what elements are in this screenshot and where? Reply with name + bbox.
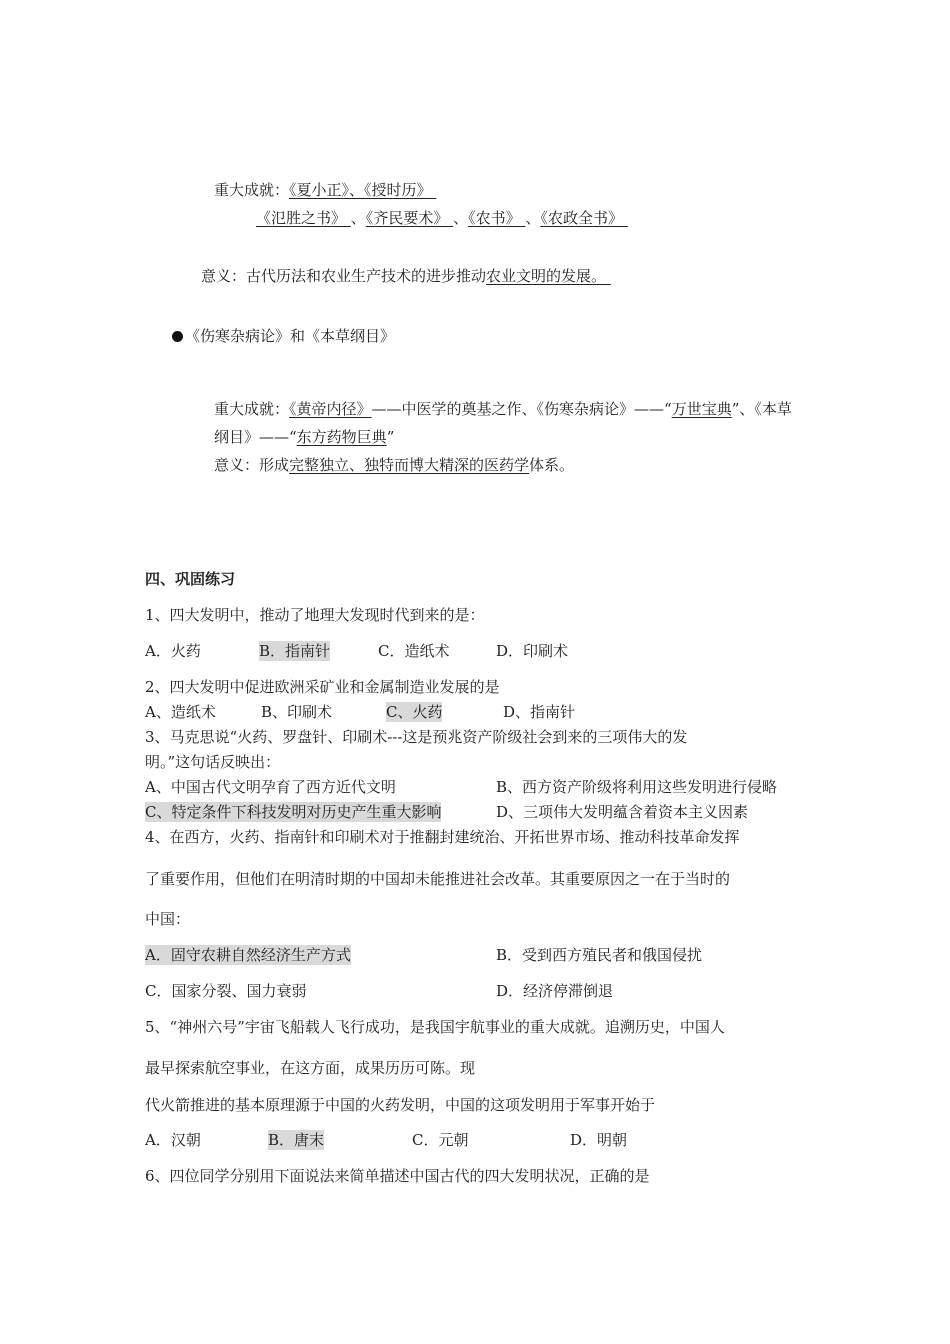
significance-label: 意义：形成 [214,456,290,474]
q1-option-b: B．指南针 [259,642,331,660]
bullet-heading [172,326,395,346]
dongfangyaowu: 东方药物巨典 [296,428,387,446]
question-2: 2、四大发明中促进欧洲采矿业和金属制造业发展的是 [145,678,500,696]
q3-option-a: A、中国古代文明孕育了西方近代文明 [145,778,396,796]
achievement-label: 重大成就： [214,181,290,199]
achievement-line-1 [214,180,436,200]
trailing-underline [432,181,437,199]
achievement-line-4 [214,427,394,447]
q4-option-c: C．国家分裂、国力衰弱 [145,982,307,1000]
exercise-heading: 四、巩固练习 [145,570,236,588]
q1-option-d: D．印刷术 [496,642,569,660]
question-5-line-2: 最早探索航空事业，在这方面，成果历历可陈。现 [145,1059,476,1077]
q1-option-c: C．造纸术 [378,642,450,660]
book-nongshu: 《农书》 [468,209,521,227]
book-shoushili: 《授时历》 [364,181,432,199]
significance-text: 意义：古代历法和农业生产技术的进步推动 [201,267,487,285]
wanshibaodian: 万世宝典 [671,400,732,418]
book-fanshengzhishu: 《氾胜之书》 [256,209,347,227]
significance-underline: 农业文明的发展。 [486,267,607,285]
question-1: 1、四大发明中，推动了地理大发现时代到来的是： [145,606,485,624]
separator: 、 [349,181,365,199]
question-4-line-1: 4、在西方，火药、指南针和印刷术对于推翻封建统治、开拓世界市场、推动科技革命发挥 [145,828,740,846]
achievement-label: 重大成就： [214,400,290,418]
achievement-text-2: ”、《本草 [731,400,792,418]
significance-line-1 [201,266,611,286]
q2-option-b: B、印刷术 [261,703,333,721]
q3-option-d: D、三项伟大发明蕴含着资本主义因素 [496,803,749,821]
q3-option-c: C、特定条件下科技发明对历史产生重大影响 [145,803,442,821]
question-5-line-1: 5、“神州六号”宇宙飞船载人飞行成功，是我国宇航事业的重大成就。追溯历史，中国人 [145,1018,725,1036]
q5-option-b: B．唐末 [268,1131,325,1149]
q3-option-b: B、西方资产阶级将利用这些发明进行侵略 [496,778,778,796]
book-huangdineijing: 《黄帝内径》 [289,400,372,418]
q4-option-a: A．固守农耕自然经济生产方式 [145,946,351,964]
achievement-line-3 [214,399,792,419]
book-qiminyaoshu: 《齐民要术》 [365,209,449,227]
q4-option-b: B．受到西方殖民者和俄国侵扰 [496,946,703,964]
q1-option-a: A．火药 [145,642,201,660]
trailing-underline [606,267,611,285]
q4-option-d: D．经济停滞倒退 [496,982,614,1000]
quote-close: ” [386,428,395,446]
trailing-underline [623,209,628,227]
book-xiaxiaozheng: 《夏小正》 [289,181,350,199]
book-nongzhengquanshu: 《农政全书》 [540,209,623,227]
question-3-line-2: 明。”这句话反映出： [145,753,281,771]
bullet-title: 《伤寒杂病论》和《本草纲目》 [185,327,396,345]
question-3-line-1: 3、马克思说“火药、罗盘针、印刷术---这是预兆资产阶级社会到来的三项伟大的发 [145,728,688,746]
separator [521,209,526,227]
q5-option-d: D．明朝 [570,1131,628,1149]
achievement-text-3: 纲目》——“ [214,428,297,446]
question-6: 6、四位同学分别用下面说法来简单描述中国古代的四大发明状况，正确的是 [145,1167,650,1185]
significance-underline: 完整独立、独特而博大精深的医药学 [289,456,530,474]
significance-end: 体系。 [529,456,575,474]
separator [346,209,351,227]
q2-option-c: C、火药 [386,703,443,721]
q5-option-c: C．元朝 [412,1131,469,1149]
q2-option-a: A、造纸术 [145,703,216,721]
question-5-line-3: 代火箭推进的基本原理源于中国的火药发明，中国的这项发明用于军事开始于 [145,1096,656,1114]
q5-option-a: A．汉朝 [145,1131,201,1149]
achievement-line-2: 《氾胜之书》 、《齐民要术》 、《农书》 、《农政全书》 [256,208,628,228]
bullet-icon [172,331,183,342]
q2-option-d: D、指南针 [503,703,576,721]
separator [448,209,453,227]
question-4-line-2: 了重要作用，但他们在明清时期的中国却未能推进社会改革。其重要原因之一在于当时的 [145,870,731,888]
achievement-text: ——中医学的奠基之作、《伤寒杂病论》——“ [371,400,672,418]
significance-line-2 [214,455,574,475]
question-4-line-3: 中国： [145,910,191,928]
